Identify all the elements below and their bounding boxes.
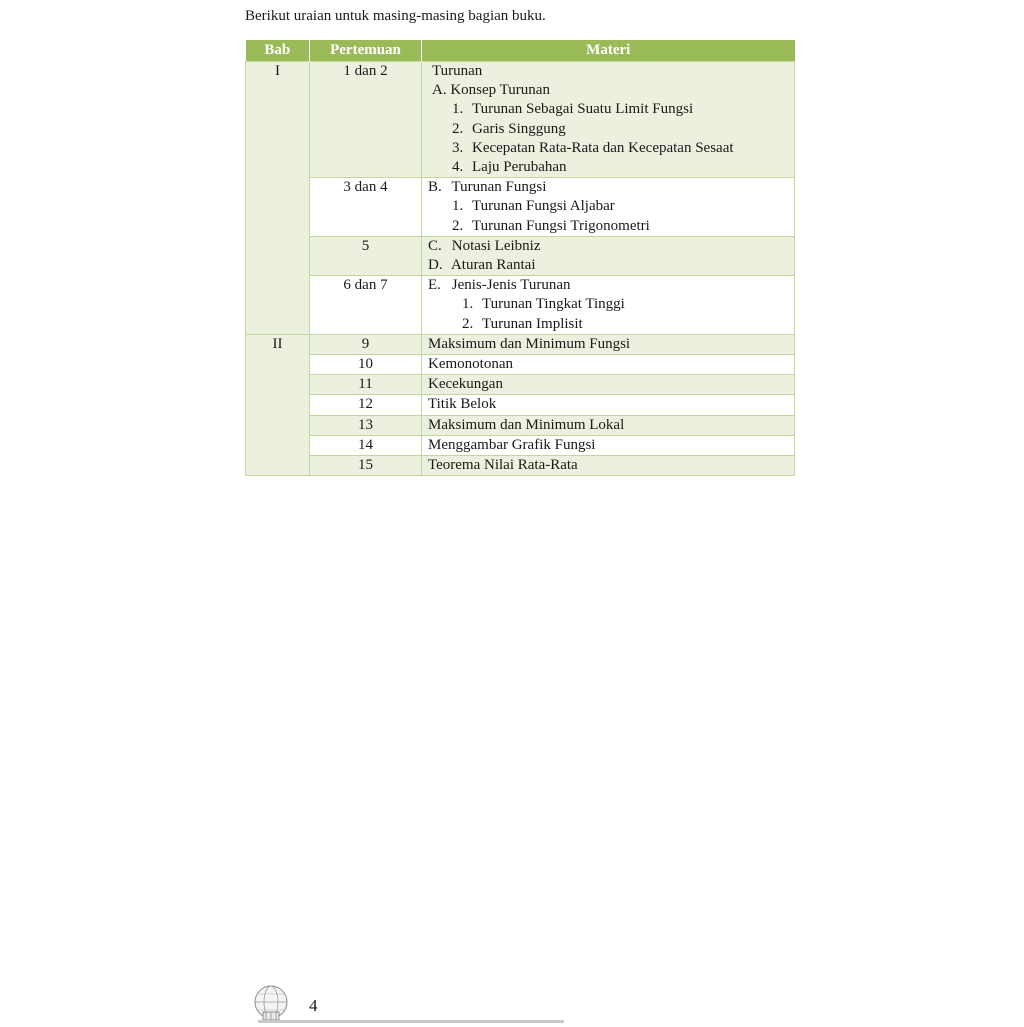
pertemuan-cell: 6 dan 7 <box>310 276 422 335</box>
item-number: 2. <box>462 315 474 332</box>
list-item <box>428 217 794 236</box>
item-number: 1. <box>452 101 464 118</box>
pertemuan-cell: 3 dan 4 <box>310 178 422 237</box>
item-text: Laju Perubahan <box>472 159 567 176</box>
pertemuan-cell: 14 <box>310 435 422 455</box>
list-item <box>428 295 794 314</box>
item-text: Kecepatan Rata-Rata dan Kecepatan Sesaat <box>472 139 734 156</box>
item-number: 2. <box>452 217 464 234</box>
list-item <box>428 197 794 216</box>
item-text: Garis Singgung <box>472 120 566 137</box>
table-row <box>246 456 795 476</box>
book-outline-table <box>245 40 795 476</box>
materi-cell <box>422 62 795 178</box>
item-number: 1. <box>452 198 464 215</box>
section-line <box>428 178 794 197</box>
table-row <box>246 334 795 354</box>
item-text: Turunan Sebagai Suatu Limit Fungsi <box>472 101 694 118</box>
section-title: Jenis-Jenis Turunan <box>451 277 571 294</box>
page-number: 4 <box>309 996 318 1015</box>
materi-cell: Teorema Nilai Rata-Rata <box>422 456 795 476</box>
table-row <box>246 355 795 375</box>
section-marker: E. <box>428 277 441 294</box>
materi-cell <box>422 276 795 335</box>
pertemuan-cell: 15 <box>310 456 422 476</box>
section-marker: B. <box>428 179 442 196</box>
section-line <box>428 256 794 275</box>
item-number: 1. <box>462 296 474 313</box>
table-header-row <box>246 40 795 62</box>
list-item <box>428 139 794 158</box>
pertemuan-cell: 10 <box>310 355 422 375</box>
section-title: Turunan Fungsi <box>451 179 547 196</box>
pertemuan-cell: 1 dan 2 <box>310 62 422 178</box>
materi-cell <box>422 236 795 275</box>
header-materi: Materi <box>422 40 795 62</box>
pertemuan-cell: 5 <box>310 236 422 275</box>
section-title: Notasi Leibniz <box>451 237 541 254</box>
section-title: Konsep Turunan <box>450 82 550 99</box>
item-number: 4. <box>452 159 464 176</box>
table-row <box>246 62 795 178</box>
section-line <box>428 237 794 256</box>
table-row <box>246 375 795 395</box>
materi-cell: Maksimum dan Minimum Fungsi <box>422 334 795 354</box>
section-title: Aturan Rantai <box>450 257 536 274</box>
pertemuan-cell: 9 <box>310 334 422 354</box>
table-row <box>246 236 795 275</box>
item-text: Turunan Implisit <box>482 315 583 332</box>
pertemuan-cell: 12 <box>310 395 422 415</box>
list-item <box>428 100 794 119</box>
chapter-title: Turunan <box>432 63 483 79</box>
section-line <box>428 81 794 100</box>
item-text: Turunan Fungsi Aljabar <box>472 198 615 215</box>
section-marker: D. <box>428 257 443 274</box>
materi-cell: Kemonotonan <box>422 355 795 375</box>
item-number: 3. <box>452 139 464 156</box>
globe-logo-icon <box>252 984 290 1022</box>
section-marker: C. <box>428 237 442 254</box>
section-line <box>428 276 794 295</box>
table-row <box>246 435 795 455</box>
section-marker: A. <box>432 82 447 99</box>
pertemuan-cell: 13 <box>310 415 422 435</box>
materi-cell: Maksimum dan Minimum Lokal <box>422 415 795 435</box>
item-text: Turunan Tingkat Tinggi <box>482 296 625 313</box>
list-item <box>428 158 794 177</box>
table-row <box>246 415 795 435</box>
materi-cell <box>422 178 795 237</box>
table-row <box>246 178 795 237</box>
item-text: Turunan Fungsi Trigonometri <box>472 217 650 234</box>
item-number: 2. <box>452 120 464 137</box>
bab-cell-1: I <box>246 62 310 335</box>
bab-cell-2: II <box>246 334 310 475</box>
list-item <box>428 315 794 334</box>
header-pertemuan: Pertemuan <box>310 40 422 62</box>
table-row <box>246 395 795 415</box>
table-row <box>246 276 795 335</box>
materi-cell: Menggambar Grafik Fungsi <box>422 435 795 455</box>
materi-cell: Kecekungan <box>422 375 795 395</box>
materi-cell: Titik Belok <box>422 395 795 415</box>
list-item <box>428 120 794 139</box>
header-bab: Bab <box>246 40 310 62</box>
intro-text: Berikut uraian untuk masing-masing bagian buku. <box>245 8 546 24</box>
pertemuan-cell: 11 <box>310 375 422 395</box>
footer-divider <box>258 1020 564 1023</box>
